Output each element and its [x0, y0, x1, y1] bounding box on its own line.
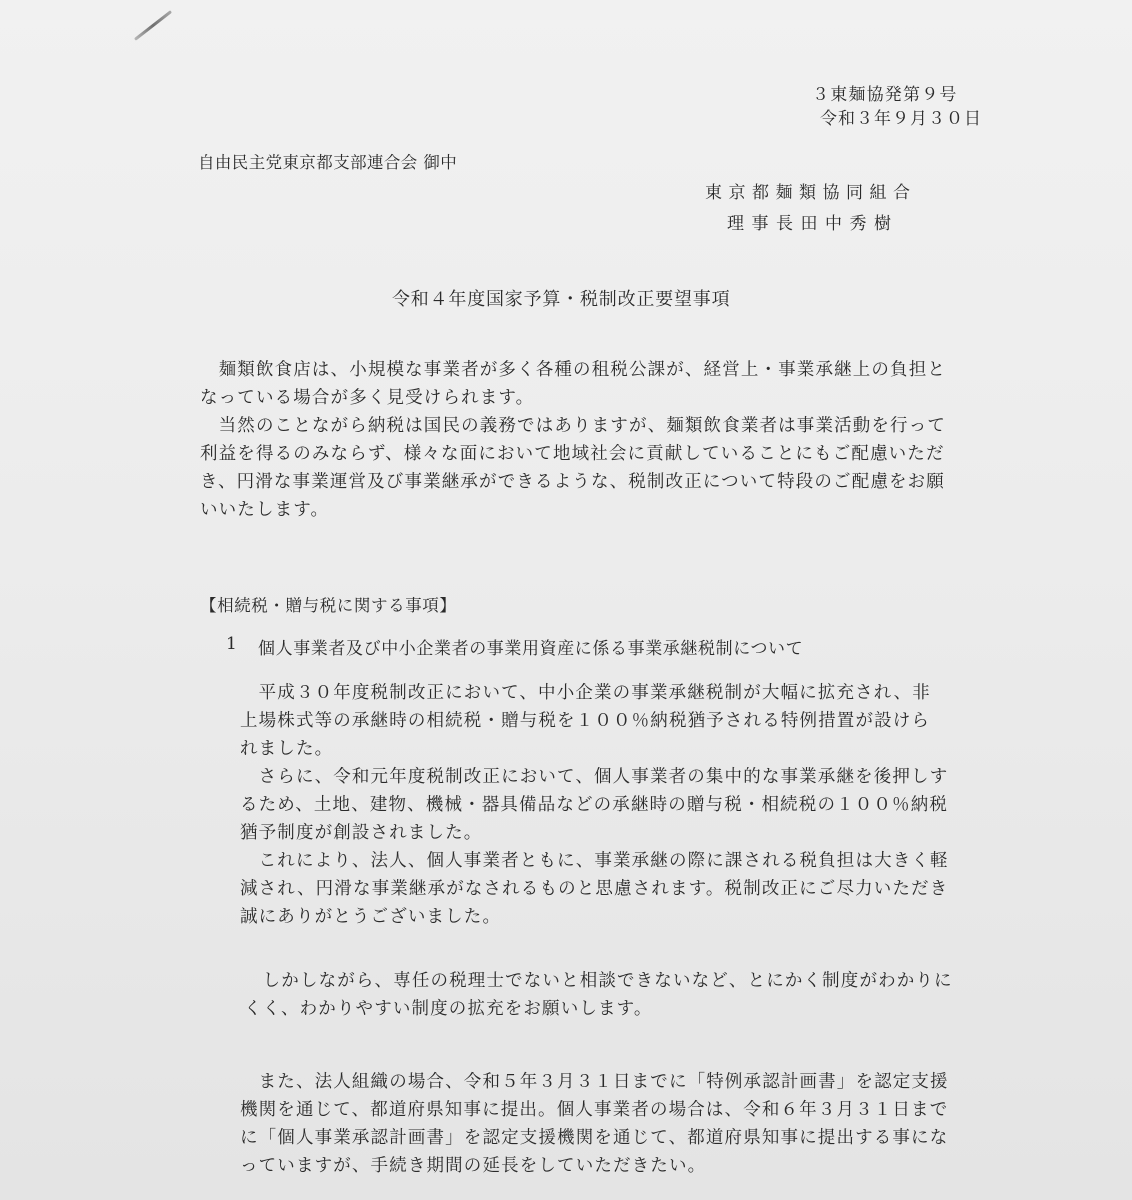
- text-line: 機関を通じて、都道府県知事に提出。個人事業者の場合は、令和６年３月３１日まで: [240, 1100, 949, 1120]
- text-line: 平成３０年度税制改正において、中小企業の事業承継税制が大幅に拡充され、非: [240, 683, 931, 703]
- staple-mark: [134, 10, 172, 41]
- text-line: 当然のことながら納税は国民の義務ではありますが、麺類飲食業者は事業活動を行って: [200, 416, 946, 436]
- item-title: 個人事業者及び中小企業者の事業用資産に係る事業承継税制について: [258, 639, 804, 659]
- document-title: 令和４年度国家予算・税制改正要望事項: [392, 289, 731, 310]
- text-line: き、円滑な事業運営及び事業継承ができるような、税制改正について特段のご配慮をお願: [200, 472, 945, 492]
- document-number: ３東麺協発第９号: [812, 85, 958, 105]
- text-line: これにより、法人、個人事業者ともに、事業承継の際に課される税負担は大きく軽: [240, 851, 949, 871]
- text-line: 麺類飲食店は、小規模な事業者が多く各種の租税公課が、経営上・事業承継上の負担と: [200, 360, 946, 380]
- text-line: 誠にありがとうございました。: [240, 907, 502, 927]
- text-line: 猶予制度が創設されました。: [240, 823, 483, 843]
- sender-name: 理事長田中秀樹: [727, 214, 899, 234]
- intro-paragraph: [200, 356, 946, 524]
- document-date: 令和３年９月３０日: [820, 109, 982, 129]
- body-paragraph-2: [244, 967, 953, 1023]
- text-line: っていますが、手続き期間の延長をしていただきたい。: [240, 1156, 707, 1176]
- text-line: 利益を得るのみならず、様々な面において地域社会に貢献していることにもご配慮いただ: [200, 444, 945, 464]
- addressee: 自由民主党東京都支部連合会 御中: [198, 153, 458, 172]
- section-heading: 【相続税・贈与税に関する事項】: [200, 596, 457, 615]
- text-line: いいたします。: [200, 500, 330, 520]
- sender-organization: 東京都麺類協同組合: [705, 183, 917, 203]
- text-line: 上場株式等の承継時の相続税・贈与税を１００％納税猶予される特例措置が設けら: [240, 711, 931, 731]
- text-line: くく、わかりやすい制度の拡充をお願いします。: [244, 999, 653, 1019]
- text-line: れました。: [240, 739, 334, 759]
- body-paragraph-1: [240, 679, 949, 931]
- text-line: しかしながら、専任の税理士でないと相談できないなど、とにかく制度がわかりに: [244, 971, 953, 991]
- text-line: に「個人事業承認計画書」を認定支援機関を通じて、都道府県知事に提出する事にな: [240, 1128, 949, 1148]
- text-line: また、法人組織の場合、令和５年３月３１日までに「特例承認計画書」を認定支援: [240, 1072, 949, 1092]
- text-line: 減され、円滑な事業継承がなされるものと思慮されます。税制改正にご尽力いただき: [240, 879, 949, 899]
- body-paragraph-3: [240, 1068, 949, 1180]
- text-line: るため、土地、建物、機械・器具備品などの承継時の贈与税・相続税の１００％納税: [240, 795, 948, 815]
- text-line: なっている場合が多く見受けられます。: [200, 388, 535, 408]
- text-line: さらに、令和元年度税制改正において、個人事業者の集中的な事業承継を後押しす: [240, 767, 949, 787]
- item-number: 1: [226, 634, 238, 654]
